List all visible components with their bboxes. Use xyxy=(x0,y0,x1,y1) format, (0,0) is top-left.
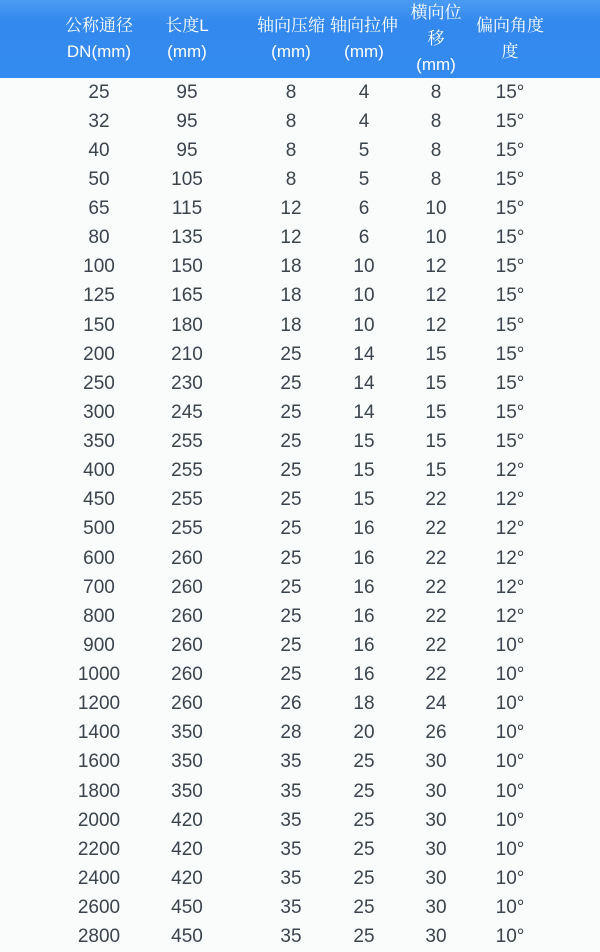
table-row xyxy=(0,457,600,486)
table-row xyxy=(0,661,600,690)
table-cell: 350 xyxy=(83,431,115,453)
table-cell: 10° xyxy=(495,897,525,919)
table-cell: 12° xyxy=(495,518,525,540)
table-row xyxy=(0,748,600,777)
table-cell: 300 xyxy=(83,401,115,423)
table-cell: 18 xyxy=(353,693,375,715)
table-cell: 700 xyxy=(83,576,115,598)
table-cell: 15° xyxy=(495,168,525,190)
table-cell: 35 xyxy=(280,897,302,919)
table-cell: 14 xyxy=(353,343,375,365)
table-cell: 15 xyxy=(425,460,447,482)
table-cell: 25 xyxy=(353,867,375,889)
table-cell: 8 xyxy=(285,139,297,161)
header-line1: 公称通径 xyxy=(65,16,133,35)
table-cell: 900 xyxy=(83,634,115,656)
table-cell: 22 xyxy=(425,489,447,511)
table-cell: 600 xyxy=(83,547,115,569)
table-cell: 15° xyxy=(495,81,525,103)
header-line1: 轴向压缩 xyxy=(257,16,325,35)
table-row xyxy=(0,806,600,835)
table-cell: 2800 xyxy=(77,926,121,948)
header-line1: 横向位移 xyxy=(410,3,462,48)
table-cell: 15 xyxy=(353,460,375,482)
table-cell: 25 xyxy=(280,518,302,540)
table-cell: 255 xyxy=(171,431,203,453)
table-row xyxy=(0,282,600,311)
table-cell: 25 xyxy=(280,460,302,482)
table-cell: 30 xyxy=(425,897,447,919)
table-cell: 8 xyxy=(285,110,297,132)
table-cell: 28 xyxy=(280,722,302,744)
table-cell: 16 xyxy=(353,576,375,598)
table-row xyxy=(0,78,600,107)
table-cell: 100 xyxy=(83,256,115,278)
table-cell: 12° xyxy=(495,605,525,627)
table-cell: 420 xyxy=(171,838,203,860)
header-cell-axial-compression xyxy=(235,0,330,78)
table-cell: 15° xyxy=(495,431,525,453)
table-cell: 35 xyxy=(280,809,302,831)
table-row xyxy=(0,602,600,631)
table-row xyxy=(0,428,600,457)
table-row xyxy=(0,340,600,369)
table-cell: 22 xyxy=(425,518,447,540)
table-cell: 260 xyxy=(171,664,203,686)
table-cell: 35 xyxy=(280,751,302,773)
table-cell: 12° xyxy=(495,460,525,482)
table-cell: 230 xyxy=(171,372,203,394)
table-cell: 260 xyxy=(171,576,203,598)
table-cell: 35 xyxy=(280,926,302,948)
table-cell: 8 xyxy=(285,81,297,103)
table-cell: 15° xyxy=(495,256,525,278)
table-cell: 22 xyxy=(425,547,447,569)
table-cell: 25 xyxy=(280,372,302,394)
table-cell: 10 xyxy=(353,256,375,278)
table-cell: 30 xyxy=(425,809,447,831)
table-cell: 16 xyxy=(353,547,375,569)
table-cell: 10° xyxy=(495,838,525,860)
table-cell: 15° xyxy=(495,139,525,161)
table-cell: 10 xyxy=(353,285,375,307)
header-cell-length xyxy=(150,0,235,78)
table-row xyxy=(0,224,600,253)
header-line2: (mm) xyxy=(416,55,456,74)
table-cell: 1400 xyxy=(77,722,121,744)
header-line2: (mm) xyxy=(344,42,384,61)
table-body xyxy=(0,78,600,952)
table-cell: 25 xyxy=(353,897,375,919)
table-cell: 260 xyxy=(171,547,203,569)
table-cell: 16 xyxy=(353,518,375,540)
table-cell: 250 xyxy=(83,372,115,394)
table-row xyxy=(0,136,600,165)
table-cell: 18 xyxy=(280,314,302,336)
table-cell: 350 xyxy=(171,751,203,773)
table-row xyxy=(0,515,600,544)
table-cell: 10° xyxy=(495,722,525,744)
table-cell: 30 xyxy=(425,926,447,948)
table-cell: 200 xyxy=(83,343,115,365)
table-cell: 24 xyxy=(425,693,447,715)
table-cell: 25 xyxy=(280,431,302,453)
table-cell: 18 xyxy=(280,285,302,307)
table-cell: 25 xyxy=(280,343,302,365)
table-cell: 245 xyxy=(171,401,203,423)
table-cell: 1000 xyxy=(77,664,121,686)
table-cell: 400 xyxy=(83,460,115,482)
table-cell: 25 xyxy=(353,751,375,773)
table-cell: 25 xyxy=(353,780,375,802)
table-row xyxy=(0,631,600,660)
table-cell: 95 xyxy=(176,81,198,103)
table-cell: 25 xyxy=(88,81,110,103)
table-cell: 16 xyxy=(353,605,375,627)
table-cell: 165 xyxy=(171,285,203,307)
table-cell: 6 xyxy=(358,227,370,249)
table-cell: 15° xyxy=(495,110,525,132)
header-line2: (mm) xyxy=(271,42,311,61)
table-cell: 25 xyxy=(280,401,302,423)
table-row xyxy=(0,398,600,427)
table-cell: 10° xyxy=(495,809,525,831)
table-cell: 10° xyxy=(495,867,525,889)
table-cell: 25 xyxy=(280,605,302,627)
table-cell: 260 xyxy=(171,605,203,627)
table-cell: 15 xyxy=(353,489,375,511)
table-cell: 30 xyxy=(425,838,447,860)
table-cell: 15° xyxy=(495,372,525,394)
table-cell: 10° xyxy=(495,780,525,802)
table-cell: 30 xyxy=(425,780,447,802)
table-cell: 95 xyxy=(176,139,198,161)
table-cell: 8 xyxy=(430,168,442,190)
table-cell: 135 xyxy=(171,227,203,249)
table-cell: 12° xyxy=(495,576,525,598)
table-cell: 350 xyxy=(171,780,203,802)
table-cell: 10° xyxy=(495,751,525,773)
table-cell: 1200 xyxy=(77,693,121,715)
header-cell-axial-extension xyxy=(330,0,405,78)
table-cell: 26 xyxy=(425,722,447,744)
table-cell: 10° xyxy=(495,664,525,686)
table-row xyxy=(0,835,600,864)
table-cell: 8 xyxy=(430,81,442,103)
table-cell: 255 xyxy=(171,460,203,482)
table-row xyxy=(0,107,600,136)
table-cell: 15° xyxy=(495,227,525,249)
table-cell: 420 xyxy=(171,809,203,831)
table-cell: 25 xyxy=(280,634,302,656)
table-cell: 12 xyxy=(425,285,447,307)
table-row xyxy=(0,923,600,952)
table-cell: 22 xyxy=(425,576,447,598)
table-cell: 450 xyxy=(83,489,115,511)
table-cell: 95 xyxy=(176,110,198,132)
header-line1: 长度L xyxy=(165,16,209,35)
table-cell: 40 xyxy=(88,139,110,161)
table-cell: 25 xyxy=(280,576,302,598)
table-cell: 4 xyxy=(358,110,370,132)
table-cell: 12 xyxy=(280,227,302,249)
table-row xyxy=(0,544,600,573)
table-cell: 12 xyxy=(425,314,447,336)
table-cell: 25 xyxy=(353,926,375,948)
table-cell: 10 xyxy=(425,198,447,220)
table-cell: 22 xyxy=(425,664,447,686)
table-cell: 800 xyxy=(83,605,115,627)
table-cell: 25 xyxy=(280,547,302,569)
table-cell: 420 xyxy=(171,867,203,889)
table-cell: 30 xyxy=(425,751,447,773)
table-cell: 25 xyxy=(353,809,375,831)
header-line2: (mm) xyxy=(167,42,207,61)
table-cell: 2200 xyxy=(77,838,121,860)
table-cell: 15° xyxy=(495,198,525,220)
header-line2: DN(mm) xyxy=(66,42,132,61)
table-cell: 260 xyxy=(171,693,203,715)
table-cell: 2000 xyxy=(77,809,121,831)
table-cell: 150 xyxy=(171,256,203,278)
table-cell: 12° xyxy=(495,489,525,511)
table-cell: 22 xyxy=(425,634,447,656)
header-cell-deflection-angle xyxy=(475,0,600,78)
table-cell: 35 xyxy=(280,838,302,860)
table-cell: 15 xyxy=(425,343,447,365)
table-cell: 8 xyxy=(430,110,442,132)
table-cell: 12° xyxy=(495,547,525,569)
table-row xyxy=(0,719,600,748)
table-cell: 10° xyxy=(495,926,525,948)
table-cell: 12 xyxy=(425,256,447,278)
table-cell: 16 xyxy=(353,664,375,686)
table-cell: 350 xyxy=(171,722,203,744)
table-cell: 8 xyxy=(285,168,297,190)
table-cell: 10 xyxy=(425,227,447,249)
table-cell: 20 xyxy=(353,722,375,744)
table-cell: 125 xyxy=(83,285,115,307)
header-cell-lateral-displacement xyxy=(405,0,475,78)
table-cell: 14 xyxy=(353,372,375,394)
table-row xyxy=(0,369,600,398)
table-cell: 450 xyxy=(171,926,203,948)
table-row xyxy=(0,777,600,806)
table-cell: 25 xyxy=(353,838,375,860)
header-cell-nominal-diameter xyxy=(0,0,150,78)
table-cell: 5 xyxy=(358,168,370,190)
table-cell: 35 xyxy=(280,780,302,802)
table-cell: 150 xyxy=(83,314,115,336)
table-row xyxy=(0,690,600,719)
table-cell: 450 xyxy=(171,897,203,919)
table-cell: 18 xyxy=(280,256,302,278)
table-row xyxy=(0,864,600,893)
table-cell: 15° xyxy=(495,314,525,336)
table-cell: 105 xyxy=(171,168,203,190)
table-cell: 1600 xyxy=(77,751,121,773)
table-cell: 16 xyxy=(353,634,375,656)
table-cell: 25 xyxy=(280,489,302,511)
table-cell: 26 xyxy=(280,693,302,715)
header-row xyxy=(0,0,600,78)
table-row xyxy=(0,195,600,224)
table-cell: 15 xyxy=(425,401,447,423)
table-cell: 210 xyxy=(171,343,203,365)
table-cell: 15 xyxy=(353,431,375,453)
table-cell: 10° xyxy=(495,693,525,715)
table-cell: 10 xyxy=(353,314,375,336)
table-cell: 22 xyxy=(425,605,447,627)
table-cell: 14 xyxy=(353,401,375,423)
table-cell: 500 xyxy=(83,518,115,540)
table-row xyxy=(0,894,600,923)
table-cell: 180 xyxy=(171,314,203,336)
table-cell: 6 xyxy=(358,198,370,220)
header-line2: 度 xyxy=(501,42,519,61)
table-cell: 115 xyxy=(171,198,203,220)
table-cell: 12 xyxy=(280,198,302,220)
table-cell: 50 xyxy=(88,168,110,190)
table-row xyxy=(0,573,600,602)
table-cell: 32 xyxy=(88,110,110,132)
table-cell: 15° xyxy=(495,285,525,307)
table-cell: 65 xyxy=(88,198,110,220)
table-cell: 5 xyxy=(358,139,370,161)
table-cell: 255 xyxy=(171,518,203,540)
table-cell: 80 xyxy=(88,227,110,249)
table-cell: 15 xyxy=(425,431,447,453)
table-cell: 4 xyxy=(358,81,370,103)
table-cell: 10° xyxy=(495,634,525,656)
table-row xyxy=(0,253,600,282)
table-cell: 15° xyxy=(495,401,525,423)
table-cell: 30 xyxy=(425,867,447,889)
table-row xyxy=(0,486,600,515)
table-cell: 1800 xyxy=(77,780,121,802)
header-line1: 轴向拉伸 xyxy=(330,16,398,35)
table-cell: 15 xyxy=(425,372,447,394)
table-cell: 260 xyxy=(171,634,203,656)
table-cell: 25 xyxy=(280,664,302,686)
table-cell: 255 xyxy=(171,489,203,511)
table-cell: 2600 xyxy=(77,897,121,919)
table-cell: 35 xyxy=(280,867,302,889)
table-row xyxy=(0,165,600,194)
table-row xyxy=(0,311,600,340)
header-line1: 偏向角度 xyxy=(476,16,544,35)
table-cell: 8 xyxy=(430,139,442,161)
table-header xyxy=(0,0,600,78)
table-cell: 15° xyxy=(495,343,525,365)
table-cell: 2400 xyxy=(77,867,121,889)
